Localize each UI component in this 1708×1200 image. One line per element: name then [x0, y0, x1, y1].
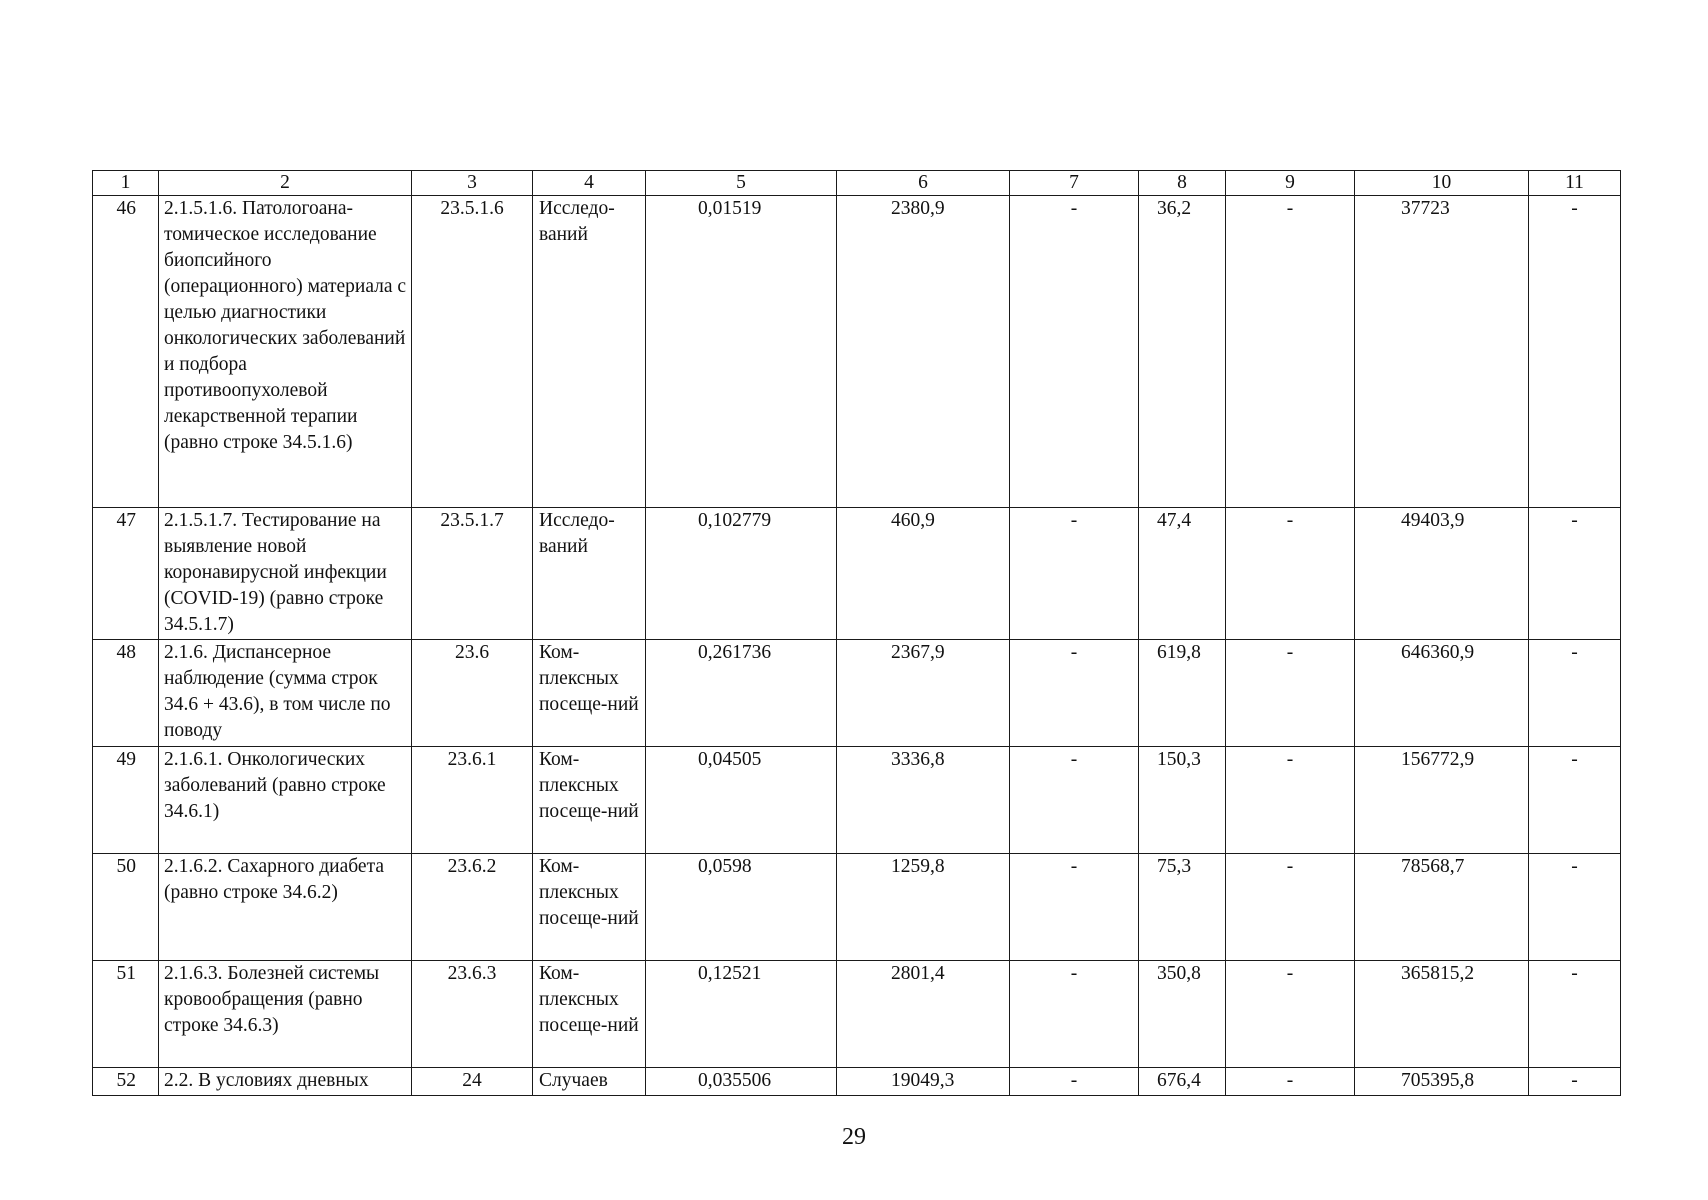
row-number: 50 — [93, 854, 159, 961]
row-value-8: 75,3 — [1139, 854, 1226, 961]
table-row — [93, 854, 1621, 961]
row-code: 23.6.3 — [412, 961, 533, 1068]
table-row — [93, 747, 1621, 854]
row-value-5: 0,102779 — [646, 508, 837, 640]
column-header: 2 — [159, 171, 412, 196]
row-value-10: 156772,9 — [1355, 747, 1529, 854]
row-value-8: 619,8 — [1139, 640, 1226, 747]
row-value-5: 0,12521 — [646, 961, 837, 1068]
row-value-7: - — [1010, 747, 1139, 854]
row-value-7: - — [1010, 961, 1139, 1068]
column-header: 6 — [837, 171, 1010, 196]
row-value-10: 49403,9 — [1355, 508, 1529, 640]
row-unit: Исследо-ваний — [533, 196, 646, 508]
row-description: 2.1.5.1.7. Тестирование на выявление новой коронавирусной инфекции (COVID-19) (равно строке 34.5.1.7) — [159, 508, 412, 640]
row-value-10: 37723 — [1355, 196, 1529, 508]
column-header: 10 — [1355, 171, 1529, 196]
row-value-9: - — [1226, 196, 1355, 508]
row-value-5: 0,261736 — [646, 640, 837, 747]
row-value-6: 19049,3 — [837, 1068, 1010, 1096]
row-value-6: 2801,4 — [837, 961, 1010, 1068]
row-value-7: - — [1010, 508, 1139, 640]
row-value-11: - — [1529, 508, 1621, 640]
header-row — [93, 171, 1621, 196]
row-code: 23.5.1.7 — [412, 508, 533, 640]
row-value-8: 47,4 — [1139, 508, 1226, 640]
row-code: 23.6.2 — [412, 854, 533, 961]
row-value-7: - — [1010, 196, 1139, 508]
column-header: 9 — [1226, 171, 1355, 196]
column-header: 11 — [1529, 171, 1621, 196]
row-description: 2.1.6.1. Онкологических заболеваний (равно строке 34.6.1) — [159, 747, 412, 854]
row-value-10: 365815,2 — [1355, 961, 1529, 1068]
table-row — [93, 196, 1621, 508]
row-value-7: - — [1010, 640, 1139, 747]
column-header: 1 — [93, 171, 159, 196]
row-number: 46 — [93, 196, 159, 508]
row-value-6: 2367,9 — [837, 640, 1010, 747]
row-code: 24 — [412, 1068, 533, 1096]
page-number: 29 — [842, 1124, 866, 1150]
row-description: 2.1.6. Диспансерное наблюдение (сумма строк 34.6 + 43.6), в том числе по поводу — [159, 640, 412, 747]
column-header: 4 — [533, 171, 646, 196]
row-value-8: 676,4 — [1139, 1068, 1226, 1096]
row-value-11: - — [1529, 640, 1621, 747]
row-value-10: 646360,9 — [1355, 640, 1529, 747]
row-value-5: 0,04505 — [646, 747, 837, 854]
row-value-9: - — [1226, 1068, 1355, 1096]
row-value-5: 0,0598 — [646, 854, 837, 961]
column-header: 7 — [1010, 171, 1139, 196]
row-number: 47 — [93, 508, 159, 640]
row-value-11: - — [1529, 747, 1621, 854]
row-value-11: - — [1529, 196, 1621, 508]
column-header: 3 — [412, 171, 533, 196]
row-unit: Исследо-ваний — [533, 508, 646, 640]
row-value-7: - — [1010, 854, 1139, 961]
row-value-6: 1259,8 — [837, 854, 1010, 961]
row-value-11: - — [1529, 854, 1621, 961]
row-value-9: - — [1226, 747, 1355, 854]
table-row — [93, 640, 1621, 747]
data-table — [92, 170, 1621, 1096]
row-unit: Ком-плексных посеще-ний — [533, 640, 646, 747]
row-description: 2.1.6.3. Болезней системы кровообращения (равно строке 34.6.3) — [159, 961, 412, 1068]
row-value-6: 2380,9 — [837, 196, 1010, 508]
row-value-8: 350,8 — [1139, 961, 1226, 1068]
row-value-7: - — [1010, 1068, 1139, 1096]
row-value-8: 36,2 — [1139, 196, 1226, 508]
row-number: 52 — [93, 1068, 159, 1096]
table-row — [93, 961, 1621, 1068]
row-value-11: - — [1529, 961, 1621, 1068]
column-header: 5 — [646, 171, 837, 196]
row-value-8: 150,3 — [1139, 747, 1226, 854]
row-value-11: - — [1529, 1068, 1621, 1096]
row-value-10: 705395,8 — [1355, 1068, 1529, 1096]
table-row — [93, 1068, 1621, 1096]
row-value-5: 0,01519 — [646, 196, 837, 508]
row-number: 51 — [93, 961, 159, 1068]
row-unit: Ком-плексных посеще-ний — [533, 747, 646, 854]
row-code: 23.5.1.6 — [412, 196, 533, 508]
row-description: 2.1.5.1.6. Патологоана-томическое исследование биопсийного (операционного) материала с целью диагностики онкологических заболеваний и подбора противоопухолевой лекарственной терапии (равно строке 34.5.1.6) — [159, 196, 412, 508]
row-value-10: 78568,7 — [1355, 854, 1529, 961]
row-value-9: - — [1226, 854, 1355, 961]
row-value-9: - — [1226, 508, 1355, 640]
row-value-9: - — [1226, 961, 1355, 1068]
row-value-5: 0,035506 — [646, 1068, 837, 1096]
row-value-9: - — [1226, 640, 1355, 747]
row-unit: Ком-плексных посеще-ний — [533, 854, 646, 961]
row-value-6: 460,9 — [837, 508, 1010, 640]
row-unit: Ком-плексных посеще-ний — [533, 961, 646, 1068]
row-description: 2.2. В условиях дневных — [159, 1068, 412, 1096]
row-value-6: 3336,8 — [837, 747, 1010, 854]
column-header: 8 — [1139, 171, 1226, 196]
row-code: 23.6.1 — [412, 747, 533, 854]
table-row — [93, 508, 1621, 640]
row-code: 23.6 — [412, 640, 533, 747]
row-unit: Случаев — [533, 1068, 646, 1096]
row-description: 2.1.6.2. Сахарного диабета (равно строке 34.6.2) — [159, 854, 412, 961]
row-number: 48 — [93, 640, 159, 747]
row-number: 49 — [93, 747, 159, 854]
